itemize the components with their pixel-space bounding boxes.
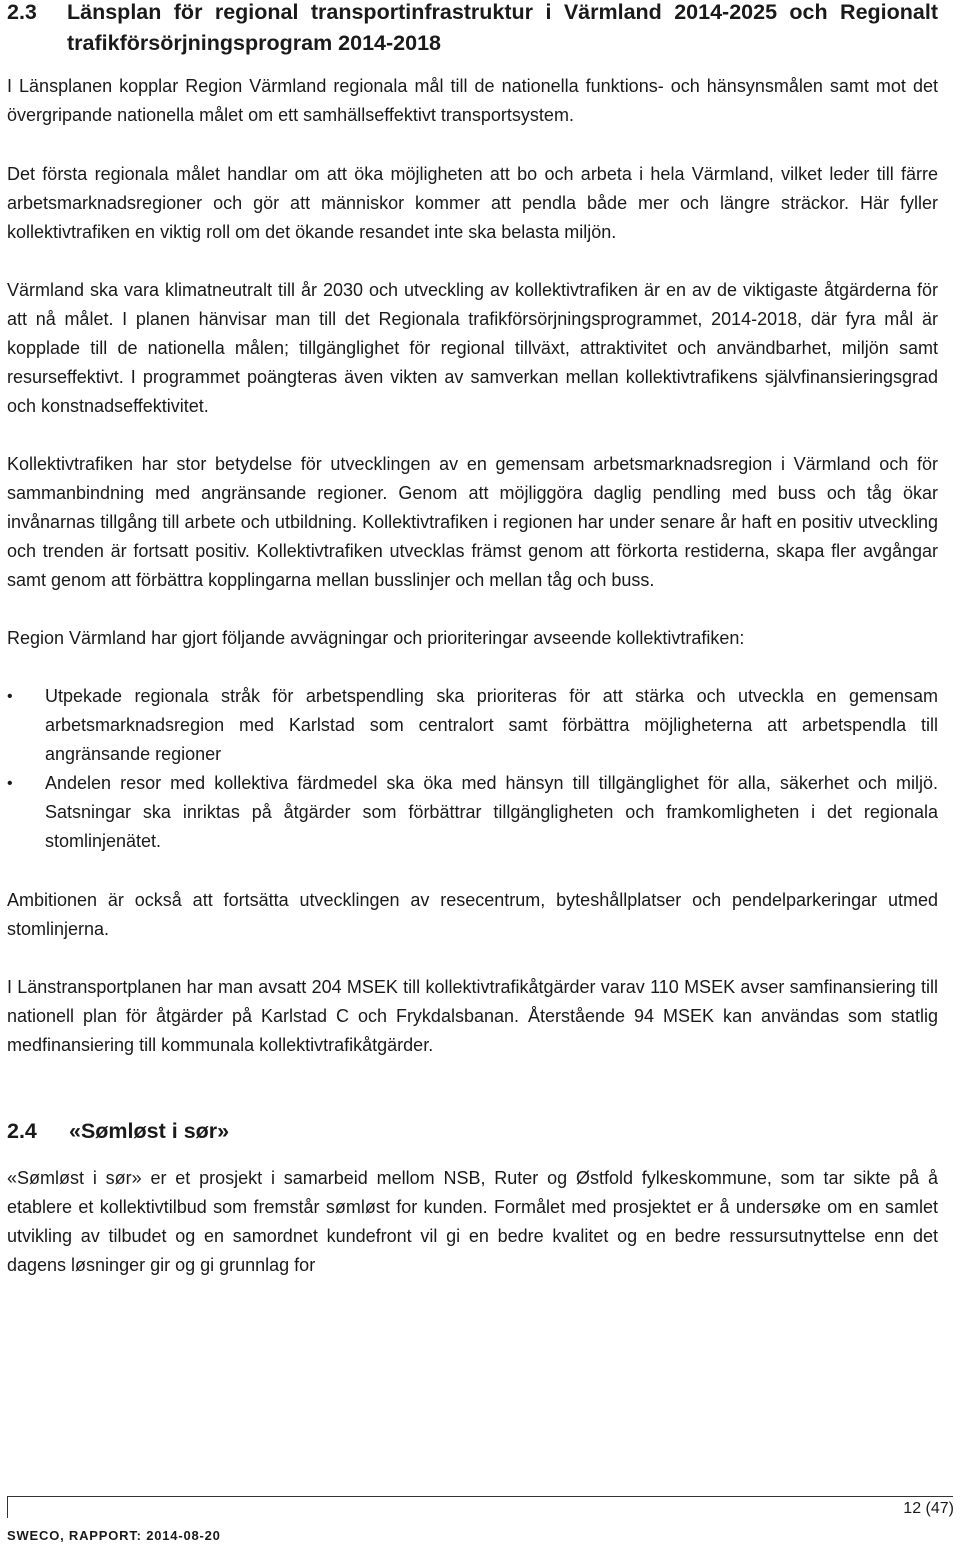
bullet-icon: • — [7, 775, 13, 792]
paragraph: Värmland ska vara klimatneutralt till år 2030 och utveckling av kollektivtrafiken är en av de viktigaste åtgärderna för att nå målet. I planen hänvisar man till det Regionala trafikförsörjningsprogrammet, 2014-2018, där fyra mål är kopplade till de nationella målen; tillgänglighet för regional tillväxt, attraktivitet och användbarhet, miljön samt resurseffektivt. I programmet poängteras även vikten av samverkan mellan kollektivtrafikens självfinansieringsgrad och konstnadseffektivitet. — [7, 280, 938, 416]
footer-company-report: SWECO, RAPPORT: — [7, 1528, 142, 1543]
paragraph: Det första regionala målet handlar om att öka möjligheten att bo och arbeta i hela Värmland, vilket leder till färre arbetsmarknadsregioner och gör att människor kommer att pendla både mer och längre sträckor. Här fyller kollektivtrafiken en viktig roll om det ökande resandet inte ska belasta miljön. — [7, 164, 938, 242]
footer-divider — [7, 1496, 953, 1497]
document-page — [7, 0, 938, 1280]
footer-divider-tick — [7, 1496, 8, 1518]
footer-report-info — [7, 1527, 221, 1545]
section-number: 2.3 — [7, 0, 37, 24]
section-number: 2.4 — [7, 1119, 37, 1143]
list-item — [7, 769, 938, 856]
paragraph: «Sømløst i sør» er et prosjekt i samarbeid mellom NSB, Ruter og Østfold fylkeskommune, som tar sikte på å etablere et kollektivtilbud som fremstår sømløst for kunden. Formålet med prosjektet er å undersøke om en samlet utvikling av tilbudet og en samordnet kundefront vil gi en bedre kvalitet og en bedre ressursutnyttelse enn det dagens løsninger gir og gi grunnlag for — [7, 1168, 938, 1275]
list-item-text: Andelen resor med kollektiva färdmedel ska öka med hänsyn till tillgänglighet för alla, säkerhet och miljö. Satsningar ska inriktas på åtgärder som förbättrar tillgängligheten och framkomligheten i det regionala stomlinjenätet. — [45, 773, 938, 851]
section-title: Länsplan för regional transportinfrastruktur i Värmland 2014-2025 och Regionalt trafikförsörjningsprogram 2014-2018 — [67, 0, 938, 55]
bullet-list — [7, 682, 938, 856]
section-heading-2-3 — [7, 0, 938, 59]
list-item — [7, 682, 938, 769]
paragraph: Ambitionen är också att fortsätta utvecklingen av resecentrum, byteshållplatser och pendelparkeringar utmed stomlinjerna. — [7, 890, 938, 939]
section-heading-2-4 — [7, 1116, 938, 1146]
paragraph: I Länstransportplanen har man avsatt 204 MSEK till kollektivtrafikåtgärder varav 110 MSEK avser samfinansiering till nationell plan för åtgärder på Karlstad C och Frykdalsbanan. Återstående 94 MSEK kan användas som statlig medfinansiering till kommunala kollektivtrafikåtgärder. — [7, 977, 938, 1055]
bullet-icon: • — [7, 688, 13, 705]
paragraph: I Länsplanen kopplar Region Värmland regionala mål till de nationella funktions- och hänsynsmålen samt mot det övergripande nationella målet om ett samhällseffektivt transportsystem. — [7, 76, 938, 125]
list-item-text: Utpekade regionala stråk för arbetspendling ska prioriteras för att stärka och utveckla en gemensam arbetsmarknadsregion med Karlstad som centralort samt förbättra möjligheterna att arbetspendla till angränsande regioner — [45, 686, 938, 764]
page-number: 12 (47) — [903, 1500, 954, 1517]
paragraph: Kollektivtrafiken har stor betydelse för utvecklingen av en gemensam arbetsmarknadsregion i Värmland och för sammanbindning med angränsande regioner. Genom att möjliggöra daglig pendling med buss och tåg ökar invånarnas tillgång till arbete och utbildning. Kollektivtrafiken i regionen har under senare år haft en positiv utveckling och trenden är fortsatt positiv. Kollektivtrafiken utvecklas främst genom att förkorta restiderna, skapa fler avgångar samt genom att förbättra kopplingarna mellan busslinjer och mellan tåg och buss. — [7, 454, 938, 590]
footer-date: 2014-08-20 — [146, 1528, 221, 1543]
paragraph: Region Värmland har gjort följande avvägningar och prioriteringar avseende kollektivtrafiken: — [7, 628, 745, 648]
section-title: «Sømløst i sør» — [69, 1119, 230, 1143]
